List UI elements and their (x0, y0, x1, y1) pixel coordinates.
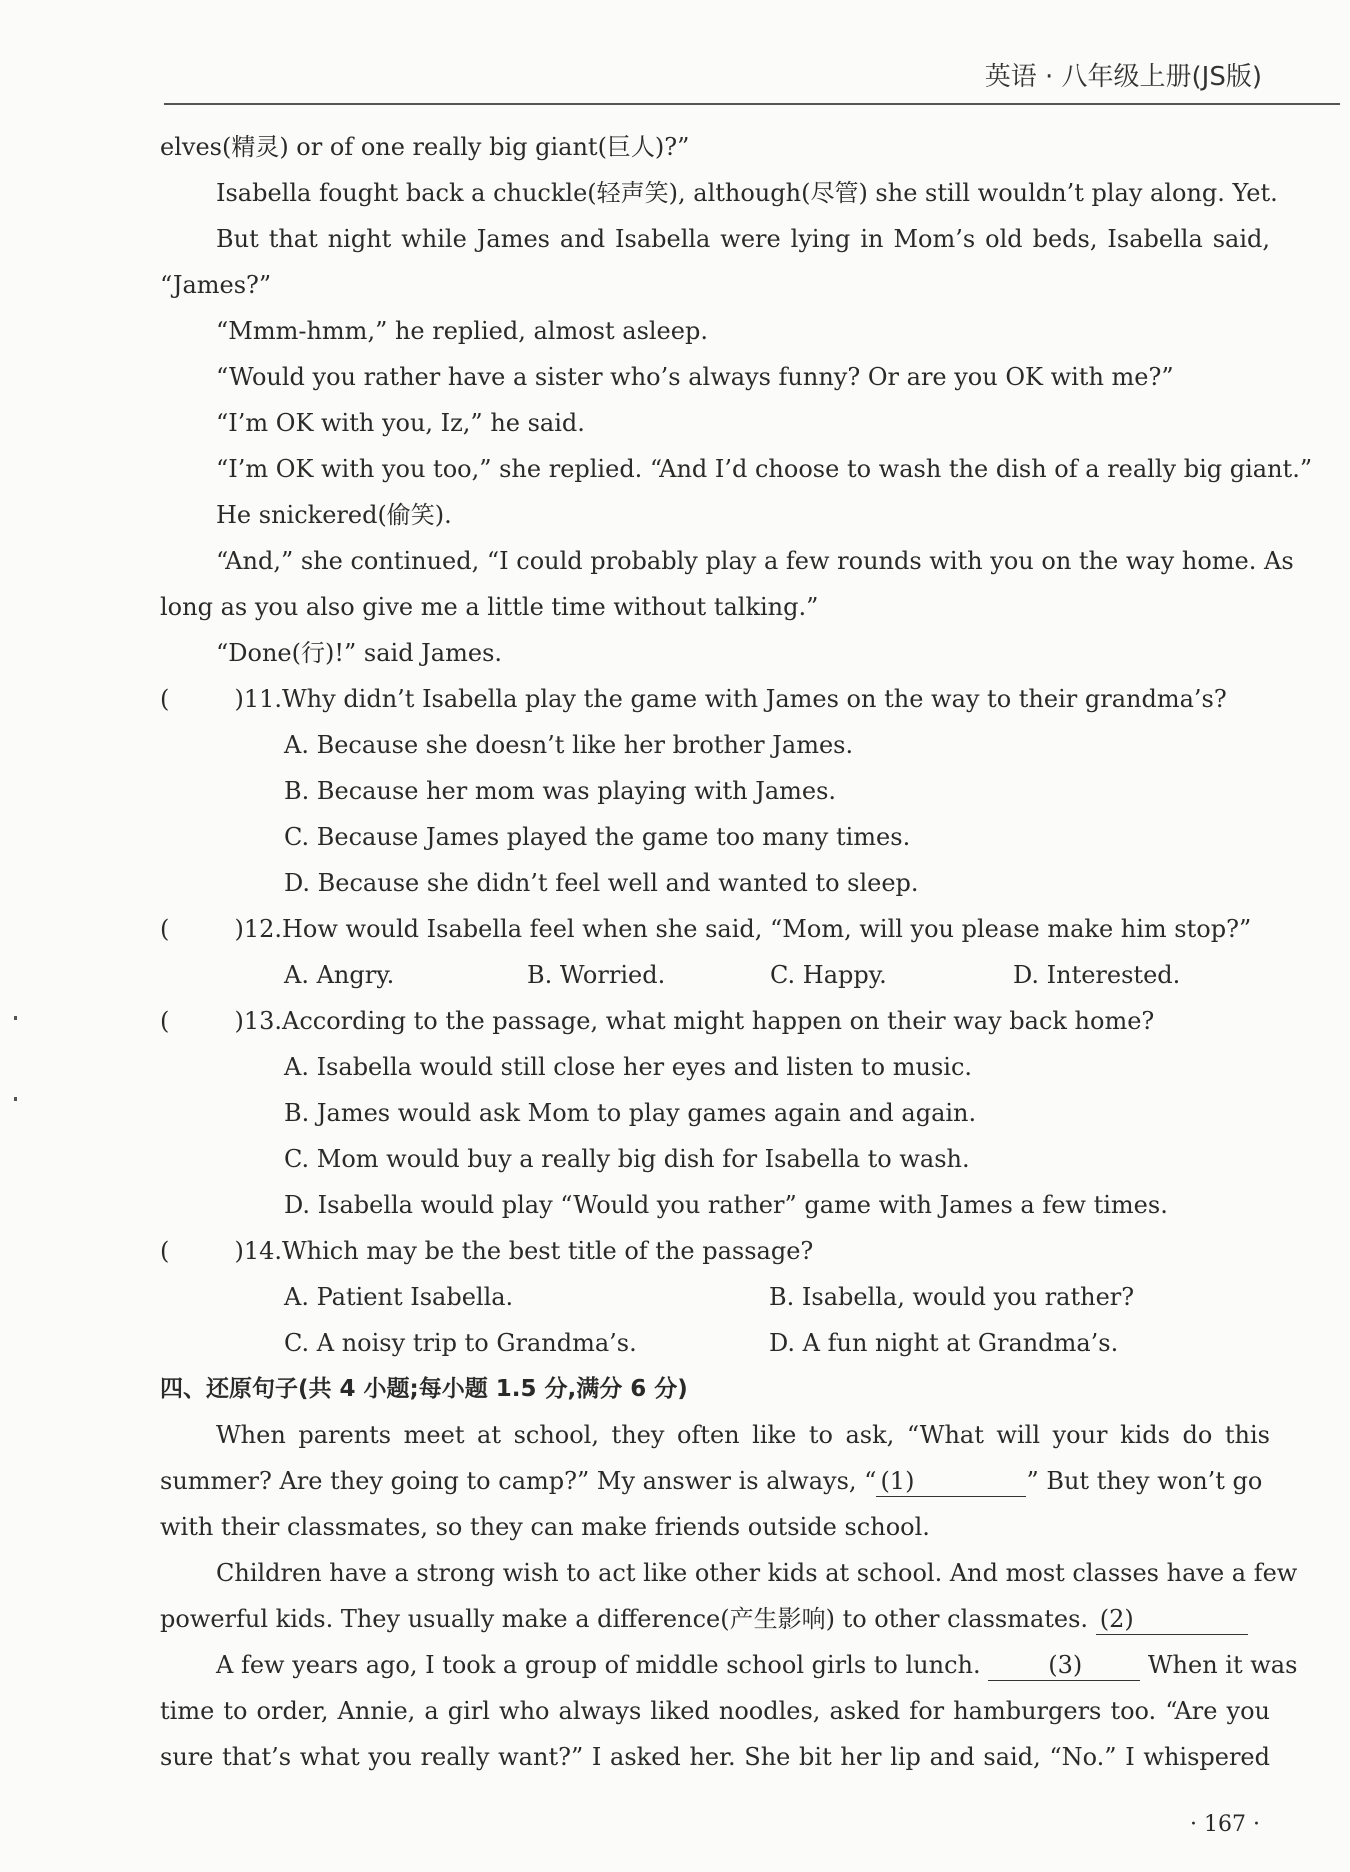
answer-bracket[interactable]: ( )14. (160, 1237, 282, 1265)
passage-line: elves(精灵) or of one really big giant(巨人)?” (160, 133, 690, 161)
option-a: A. Isabella would still close her eyes and listen to music. (284, 1053, 973, 1081)
option-b: B. James would ask Mom to play games again and again. (284, 1099, 977, 1127)
paragraph-line: When parents meet at school, they often like to ask, “What will your kids do this (216, 1421, 1270, 1449)
answer-bracket[interactable]: ( )11. (160, 685, 282, 713)
paragraph-line: summer? Are they going to camp?” My answer is always, “ (1) ” But they won’t go (160, 1467, 1263, 1495)
page-number: · 167 · (1190, 1812, 1260, 1837)
option-c: C. A noisy trip to Grandma’s. (284, 1329, 637, 1357)
passage-line: But that night while James and Isabella were lying in Mom’s old beds, Isabella said, (216, 225, 1270, 253)
question-14 (160, 1228, 1270, 1366)
option-d: D. A fun night at Grandma’s. (769, 1329, 1119, 1357)
option-c: C. Because James played the game too many times. (284, 823, 911, 851)
paragraph-line: Children have a strong wish to act like other kids at school. And most classes have a few (216, 1559, 1298, 1587)
header-title: 英语 · 八年级上册(JS版) (984, 62, 1262, 92)
answer-blank-2[interactable]: (2) (1096, 1604, 1248, 1635)
question-stem: How would Isabella feel when she said, “Mom, will you please make him stop?” (282, 915, 1252, 943)
option-a: A. Because she doesn’t like her brother James. (284, 731, 854, 759)
option-a: A. Angry. (284, 961, 395, 989)
answer-bracket[interactable]: ( )13. (160, 1007, 282, 1035)
option-b: B. Worried. (527, 961, 666, 989)
answer-blank-3[interactable]: (3) (988, 1650, 1140, 1681)
paragraph-line: with their classmates, so they can make friends outside school. (160, 1513, 930, 1541)
question-11 (160, 676, 1270, 906)
passage-line: Isabella fought back a chuckle(轻声笑), although(尽管) she still wouldn’t play along. Yet. (216, 179, 1278, 207)
header-rule (164, 103, 1340, 105)
option-b: B. Because her mom was playing with James. (284, 777, 837, 805)
question-stem: Which may be the best title of the passage? (282, 1237, 814, 1265)
answer-blank-1[interactable]: (1) (876, 1466, 1026, 1497)
passage-line: He snickered(偷笑). (216, 501, 452, 529)
question-12 (160, 906, 1270, 998)
option-a: A. Patient Isabella. (284, 1283, 514, 1311)
question-stem: According to the passage, what might happen on their way back home? (282, 1007, 1155, 1035)
passage-line: “And,” she continued, “I could probably play a few rounds with you on the way home. As (216, 547, 1294, 575)
passage-line: “I’m OK with you, Iz,” he said. (216, 409, 585, 437)
paragraph-line: A few years ago, I took a group of middle school girls to lunch. (3) When it was (216, 1651, 1298, 1679)
answer-bracket[interactable]: ( )12. (160, 915, 282, 943)
option-c: C. Mom would buy a really big dish for Isabella to wash. (284, 1145, 970, 1173)
question-stem: Why didn’t Isabella play the game with James on the way to their grandma’s? (282, 685, 1227, 713)
margin-mark (14, 1097, 17, 1101)
paragraph-line: sure that’s what you really want?” I asked her. She bit her lip and said, “No.” I whispered (160, 1743, 1270, 1771)
option-c: C. Happy. (770, 961, 887, 989)
passage-line: “Mmm-hmm,” he replied, almost asleep. (216, 317, 708, 345)
margin-mark (14, 1016, 17, 1020)
paragraph-line: time to order, Annie, a girl who always liked noodles, asked for hamburgers too. “Are you (160, 1697, 1270, 1725)
passage-line: long as you also give me a little time without talking.” (160, 593, 819, 621)
option-d: D. Because she didn’t feel well and wanted to sleep. (284, 869, 919, 897)
option-d: D. Isabella would play “Would you rather” game with James a few times. (284, 1191, 1168, 1219)
option-d: D. Interested. (1013, 961, 1181, 989)
page-content (160, 124, 1313, 1780)
passage-line: “Would you rather have a sister who’s always funny? Or are you OK with me?” (216, 363, 1174, 391)
option-b: B. Isabella, would you rather? (769, 1283, 1135, 1311)
paragraph-line: powerful kids. They usually make a difference(产生影响) to other classmates. (2) (160, 1596, 1270, 1642)
question-13 (160, 998, 1270, 1228)
passage-line: “Done(行)!” said James. (216, 639, 503, 667)
passage-line: “James?” (160, 271, 272, 299)
section-heading: 四、还原句子(共 4 小题;每小题 1.5 分,满分 6 分) (160, 1376, 688, 1402)
passage-line: “I’m OK with you too,” she replied. “And I’d choose to wash the dish of a really big giant.” (216, 455, 1313, 483)
